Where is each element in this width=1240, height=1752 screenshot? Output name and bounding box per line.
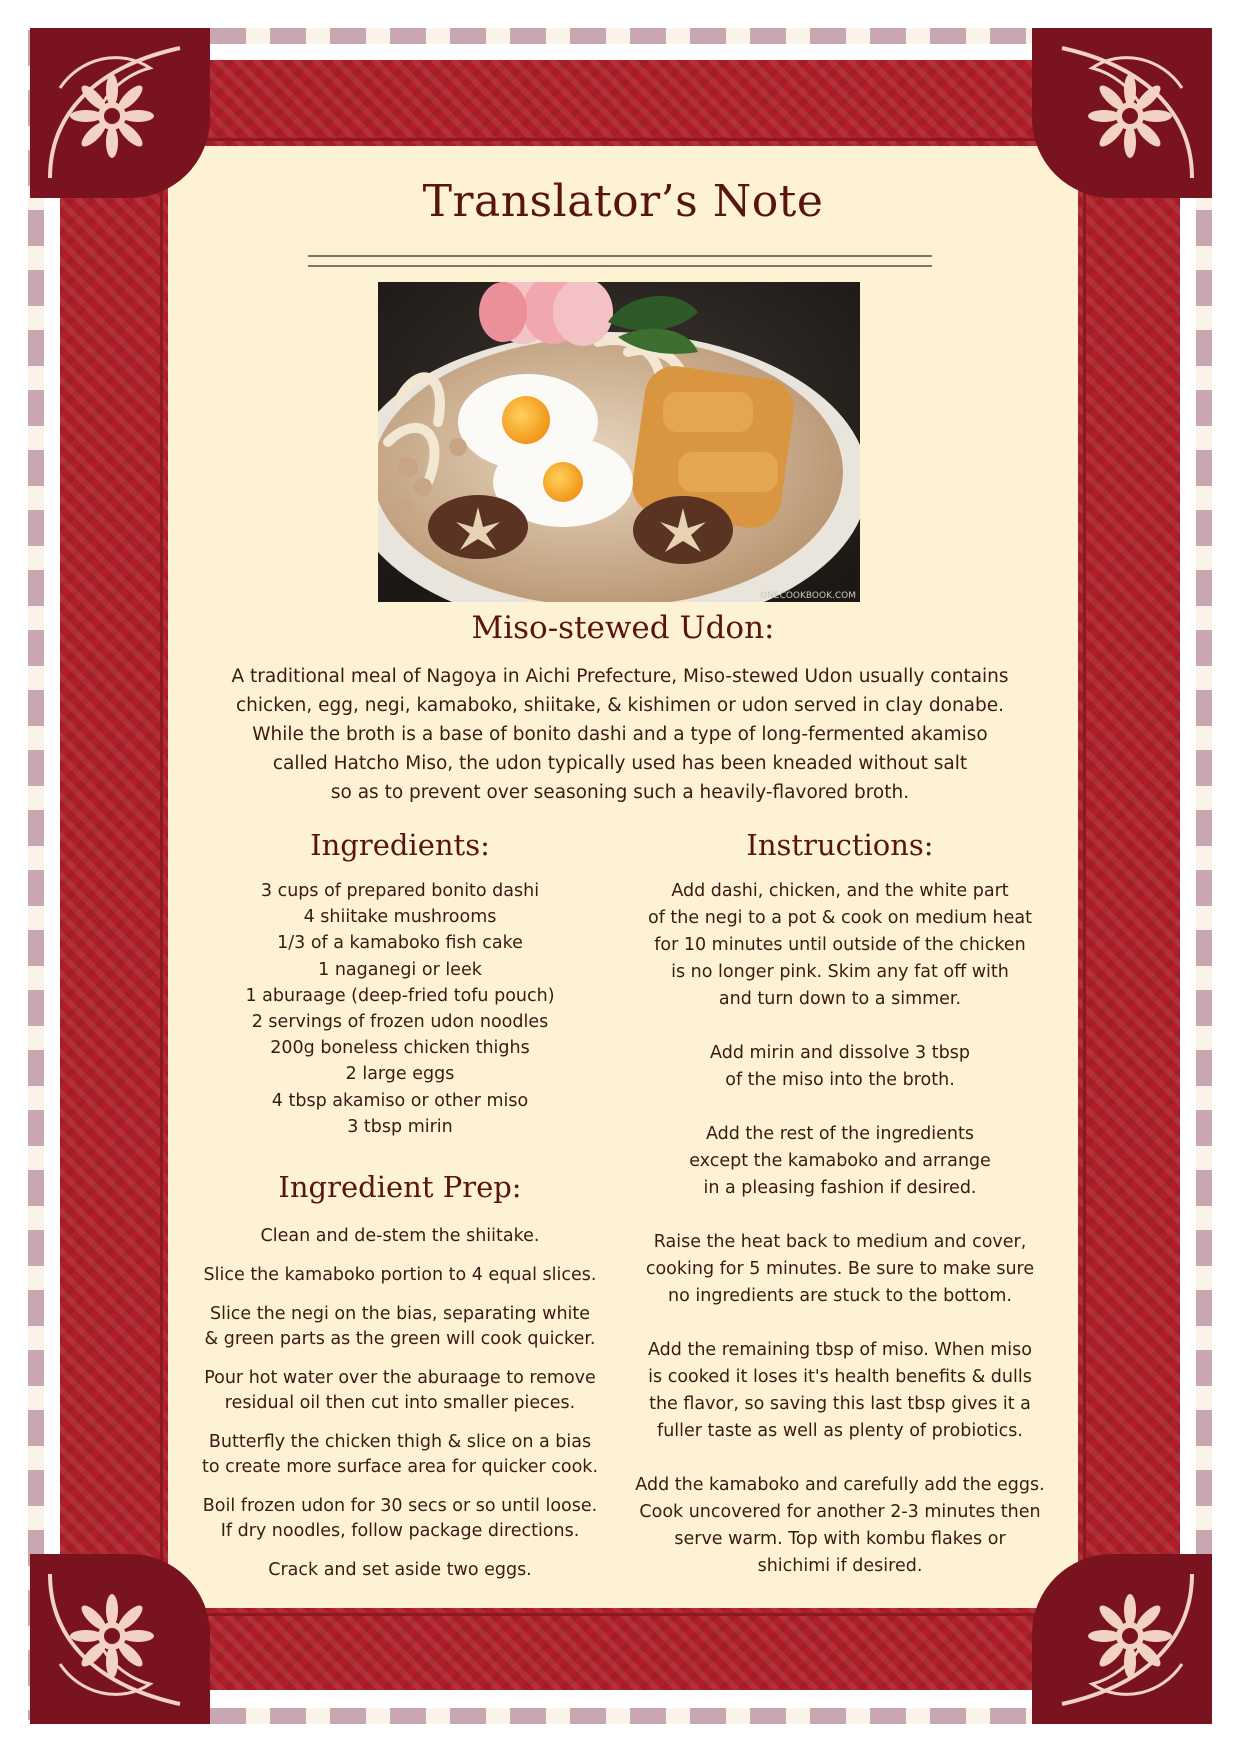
step-line: Slice the negi on the bias, separating white	[209, 1304, 591, 1324]
step-line: and turn down to a simmer.	[718, 989, 962, 1009]
dish-heading: Miso-stewed Udon:	[471, 610, 775, 646]
ingredient-item: 4 shiitake mushrooms	[303, 907, 497, 928]
ingredient-item: 1 naganegi or leek	[318, 959, 482, 980]
step-line: is no longer pink. Skim any fat off with	[671, 962, 1009, 982]
instruction-step	[620, 1229, 1060, 1310]
instructions-heading: Instructions:	[746, 828, 934, 862]
step-line: of the miso into the broth.	[725, 1070, 955, 1090]
step-line: of the negi to a pot & cook on medium heat	[648, 908, 1032, 928]
step-line: cooking for 5 minutes. Be sure to make sure	[645, 1259, 1035, 1279]
prep-step	[180, 1302, 620, 1352]
ingredient-item: 2 servings of frozen udon noodles	[251, 1012, 549, 1033]
ingredient-item: 1 aburaage (deep-fried tofu pouch)	[245, 985, 555, 1006]
step-line: shichimi if desired.	[757, 1556, 923, 1576]
left-stripe-border	[28, 30, 44, 1720]
step-line: Butterfly the chicken thigh & slice on a bias	[208, 1432, 592, 1452]
step-line: no ingredients are stuck to the bottom.	[668, 1286, 1012, 1306]
prep-heading: Ingredient Prep:	[278, 1170, 522, 1204]
step-line: Slice the kamaboko portion to 4 equal slices.	[203, 1265, 597, 1285]
instruction-step	[620, 1121, 1060, 1202]
step-line: except the kamaboko and arrange	[689, 1151, 991, 1171]
step-line: Cook uncovered for another 2-3 minutes then	[639, 1502, 1041, 1522]
title-double-rule	[308, 255, 932, 267]
intro-line: so as to prevent over seasoning such a heavily-flavored broth.	[330, 782, 910, 803]
intro-line: chicken, egg, negi, kamaboko, shiitake, & kishimen or udon served in clay donabe.	[235, 695, 1005, 716]
step-line: Add mirin and dissolve 3 tbsp	[710, 1043, 970, 1063]
prep-step	[180, 1494, 620, 1544]
intro-line: While the broth is a base of bonito dashi and a type of long-fermented akamiso	[252, 724, 988, 745]
ingredient-item: 3 cups of prepared bonito dashi	[260, 881, 540, 901]
page-title: Translator’s Note	[422, 176, 824, 227]
flower-ornament-icon	[30, 28, 210, 198]
instruction-steps-list	[620, 878, 1060, 1607]
step-line: serve warm. Top with kombu flakes or	[674, 1529, 1006, 1549]
flower-ornament-icon	[1032, 28, 1212, 198]
intro-line: called Hatcho Miso, the udon typically used has been kneaded without salt	[272, 753, 968, 774]
step-line: Add the kamaboko and carefully add the eggs.	[635, 1475, 1045, 1495]
ingredient-item: 4 tbsp akamiso or other miso	[271, 1090, 529, 1111]
ingredients-list	[200, 878, 600, 1140]
step-line: Crack and set aside two eggs.	[268, 1560, 532, 1580]
step-line: for 10 minutes until outside of the chicken	[654, 935, 1026, 955]
step-line: Clean and de-stem the shiitake.	[260, 1226, 540, 1246]
step-line: Pour hot water over the aburaage to remove	[204, 1368, 596, 1388]
prep-step	[180, 1366, 620, 1416]
prep-steps-list	[180, 1224, 620, 1597]
step-line: Add the rest of the ingredients	[705, 1124, 974, 1144]
ingredient-item: 1/3 of a kamaboko fish cake	[277, 933, 523, 954]
dish-intro-paragraph	[210, 662, 1030, 807]
right-stripe-border	[1196, 30, 1212, 1720]
step-line: to create more surface area for quicker cook.	[201, 1457, 599, 1477]
udon-photo	[378, 282, 860, 602]
photo-watermark: ONECOOKBOOK.COM	[760, 591, 856, 601]
corner-ornament-top-left	[30, 28, 210, 198]
step-line: the flavor, so saving this last tbsp gives it a	[649, 1394, 1031, 1414]
ingredient-item: 2 large eggs	[345, 1064, 455, 1085]
instruction-step	[620, 1472, 1060, 1580]
instruction-step	[620, 1337, 1060, 1445]
step-line: residual oil then cut into smaller pieces.	[224, 1393, 576, 1413]
miso-udon-bowl-illustration	[378, 282, 860, 602]
instruction-step	[620, 878, 1060, 1013]
prep-step	[180, 1558, 620, 1583]
step-line: Add dashi, chicken, and the white part	[671, 881, 1009, 901]
corner-ornament-top-right	[1032, 28, 1212, 198]
step-line: in a pleasing fashion if desired.	[703, 1178, 977, 1198]
instruction-step	[620, 1040, 1060, 1094]
step-line: fuller taste as well as plenty of probiotics.	[657, 1421, 1023, 1441]
ingredient-item: 200g boneless chicken thighs	[270, 1038, 530, 1059]
step-line: If dry noodles, follow package directions.	[220, 1521, 580, 1541]
step-line: & green parts as the green will cook quicker.	[204, 1329, 596, 1349]
prep-step	[180, 1430, 620, 1480]
ingredient-item: 3 tbsp mirin	[347, 1116, 453, 1137]
prep-step	[180, 1263, 620, 1288]
step-line: Add the remaining tbsp of miso. When miso	[648, 1340, 1032, 1360]
step-line: Boil frozen udon for 30 secs or so until loose.	[202, 1496, 598, 1516]
prep-step	[180, 1224, 620, 1249]
step-line: is cooked it loses it's health benefits & dulls	[648, 1367, 1032, 1387]
step-line: Raise the heat back to medium and cover,	[653, 1232, 1027, 1252]
ingredients-heading: Ingredients:	[310, 828, 490, 862]
intro-line: A traditional meal of Nagoya in Aichi Prefecture, Miso-stewed Udon usually contains	[231, 666, 1009, 687]
